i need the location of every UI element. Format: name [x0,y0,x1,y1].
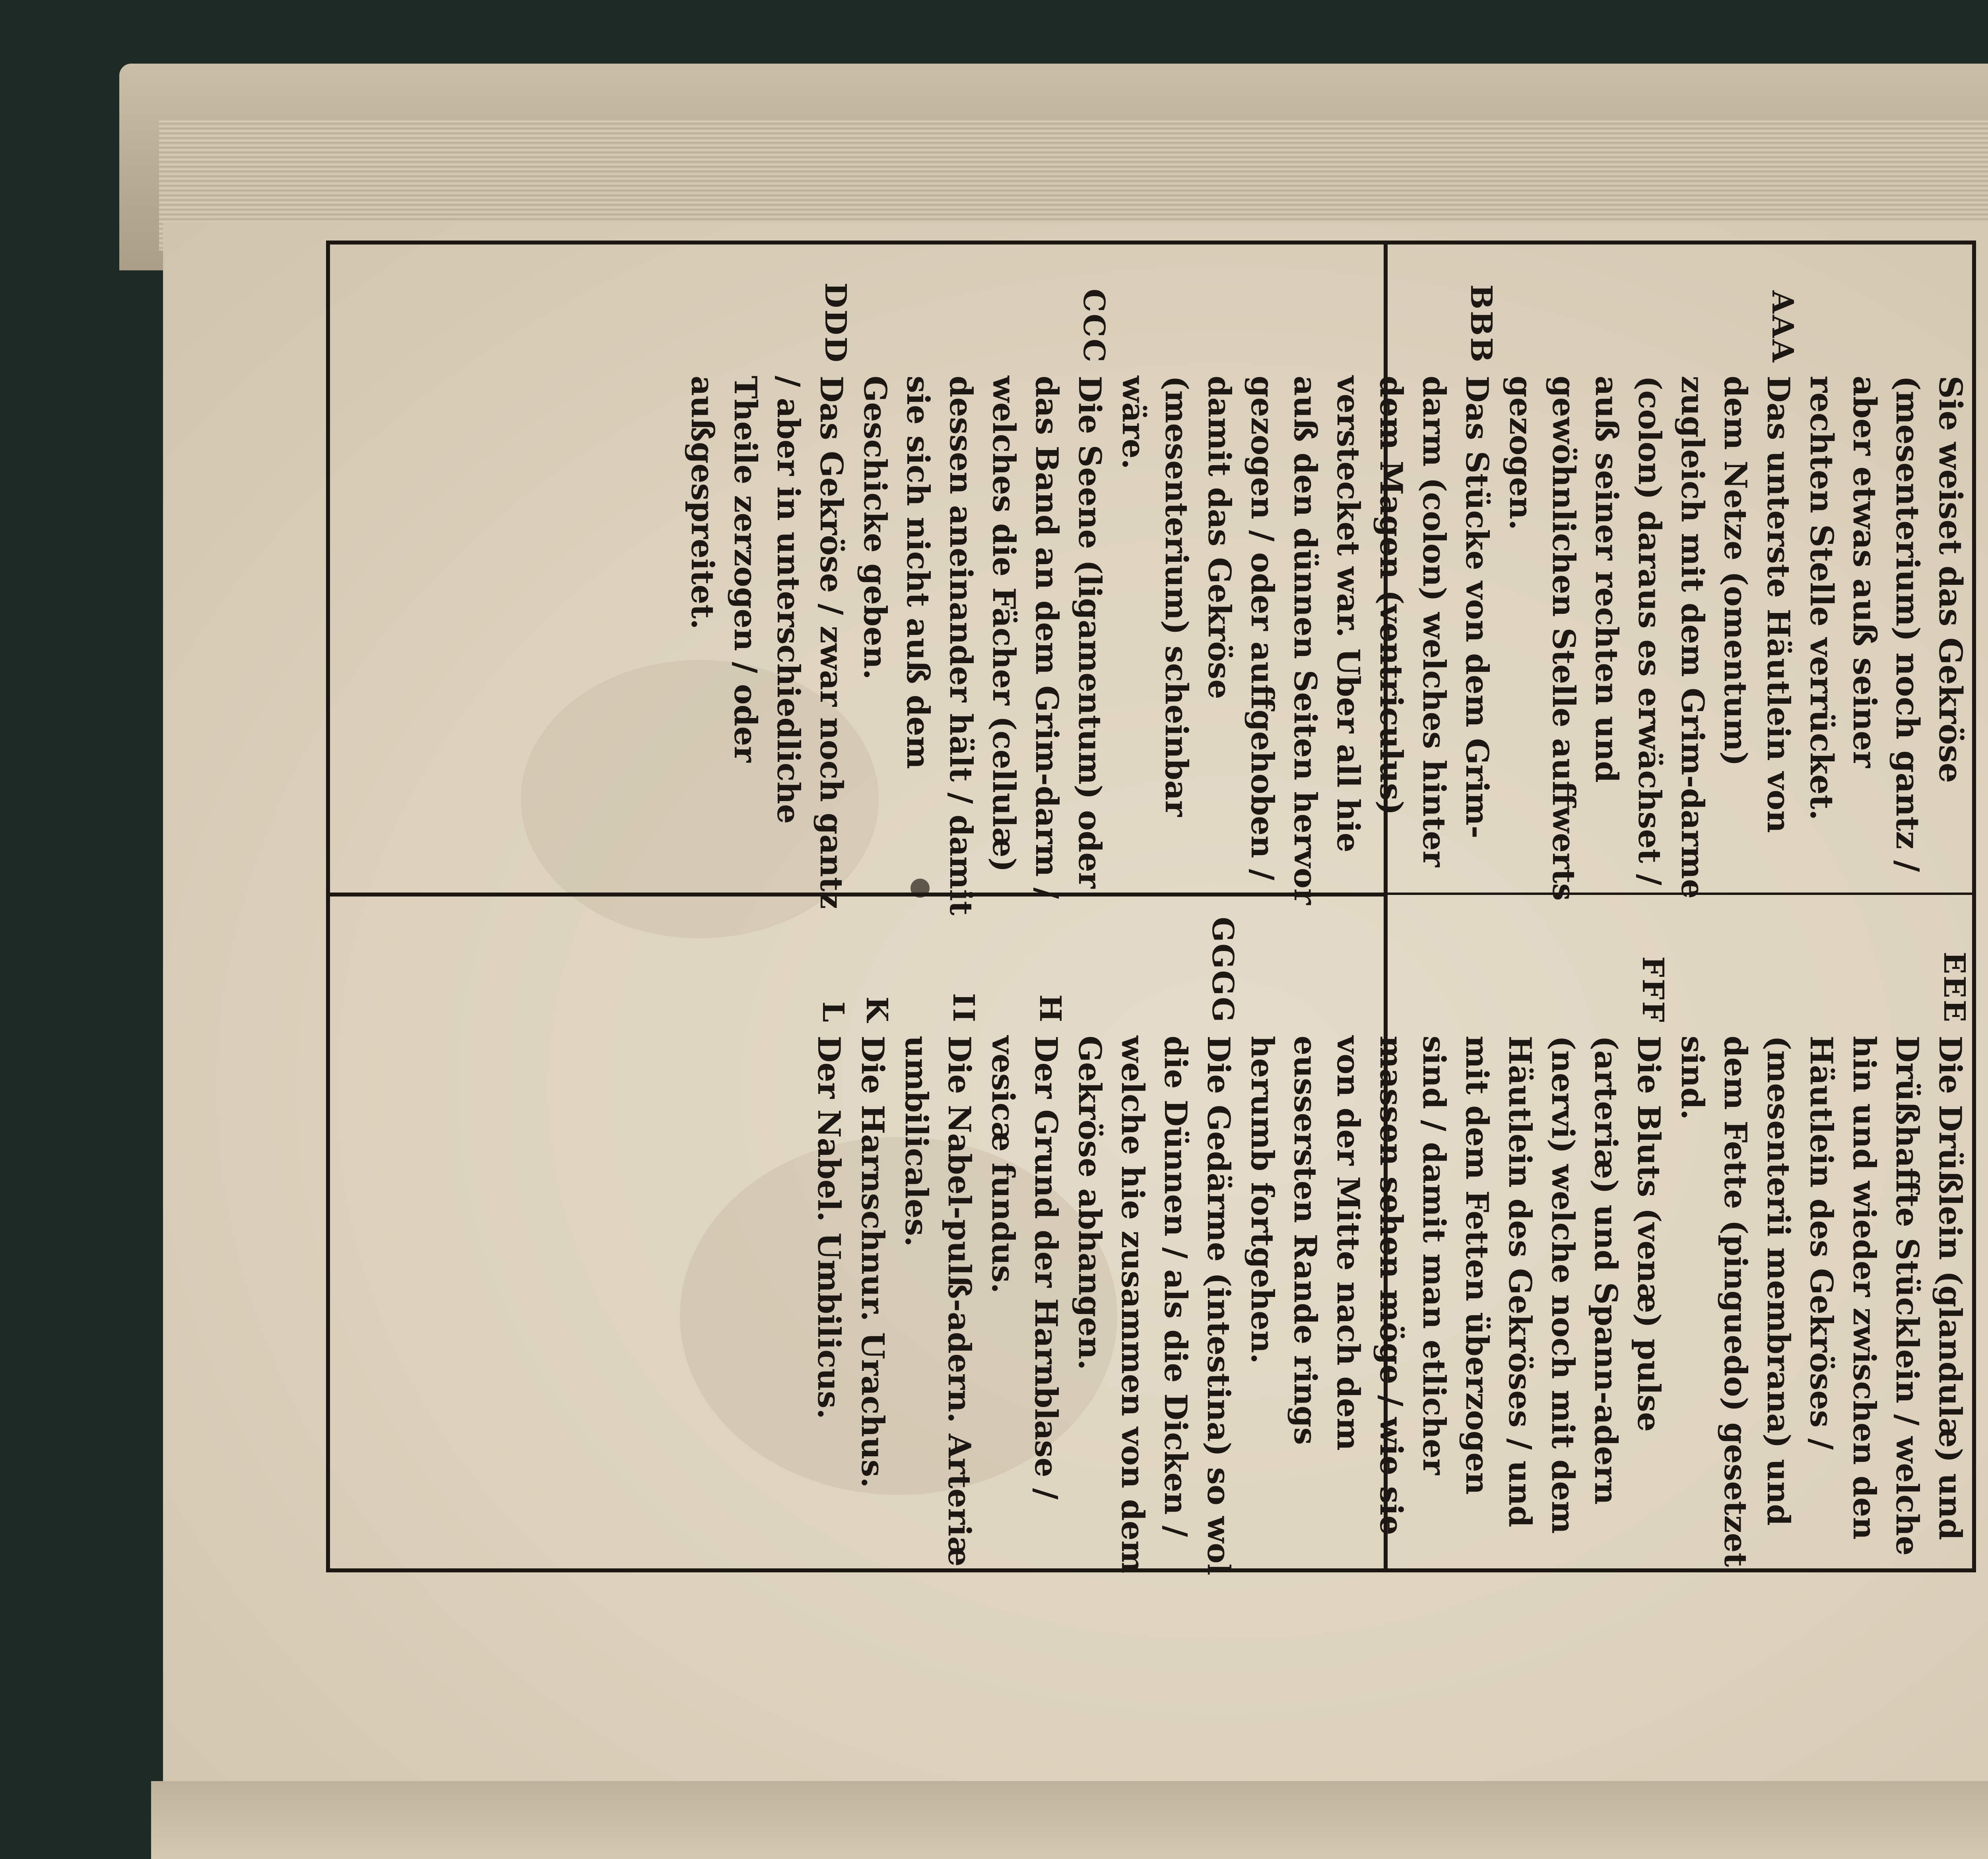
entry-text: Die Nabel-pulß-adern. Arteriæ umbilicales. [898,1036,977,1567]
frame-left-rule [326,241,1976,245]
entry-label: FFF [1636,956,1670,1024]
entry-k [851,916,894,1576]
entry-fff [1241,916,1670,1576]
entry-gggg [1068,916,1240,1576]
entry-label: II [946,993,980,1024]
entry-text: Der Grund der Harnblase / vesicæ fundus. [985,1036,1064,1500]
entry-text: Die Harnschnur. Urachus. [854,1036,891,1488]
intro-text: Sie weiset das Gekröse (mesenterium) noch gantz / aber etwas auß seiner rechten Stelle verrücket. [1803,376,1969,872]
page-edges-bottom [151,1781,1988,1859]
entry-ii [895,916,980,1576]
entry-ddd [681,256,852,916]
entry-label: H [1033,994,1067,1024]
entry-label: AAA [1765,290,1800,364]
entry-text: Die Bluts (venæ) pulse (arteriæ) und Spann-adern (nervi) welche noch mit dem Häutlein des Gekröses / und mit dem Fetten überzogen sind / damit man etlicher massen sehen möge / wie sie von der Mitte nach dem eussersten Rande rings herumb fortgehen. [1244,1036,1667,1535]
entry-h [981,916,1067,1576]
frame-bottom-rule [326,241,330,1572]
entry-bbb [1112,256,1498,916]
entry-aaa [1499,256,1800,916]
entry-eee [1671,916,1971,1576]
entry-text: Der Nabel. Umbilicus. [811,1036,847,1419]
entry-label: BBB [1464,284,1498,364]
left-column [684,256,1972,916]
right-column [811,916,1972,1576]
entry-label: EEE [1937,951,1971,1024]
entry-l [807,916,850,1576]
entry-label: GGGG [1206,917,1240,1024]
entry-label: L [816,1001,850,1024]
entry-text: Das unterste Häutlein von dem Netze (omentum) zugleich mit dem Grim-darme (colon) daraus es erwächset / auß seiner rechten und gewöhnlichen Stelle auffwerts gezogen. [1503,376,1796,901]
entry-text: Das Gekröse / zwar noch gantz / aber in unterschiedliche Theile zerzogen / oder außgespreitet. [684,376,849,909]
entry-text: Das Stücke von dem Grim-darm (colon) welches hinter dem Magen (ventriculus) verstecket war. Uber all hie auß den dünnen Seiten hervor gezogen / oder auffgehoben / damit das Gekröse (mesenterium) scheinbar wäre. [1115,376,1495,905]
entry-label: K [860,996,894,1024]
entry-label: DDD [818,282,852,364]
entry-text: Die Drüßlein (glandulæ) und Drüßhaffte Stücklein / welche hin und wieder zwischen den Häutlein des Gekröses / (mesenterii membrana) und dem Fette (pinguedo) gesetzet sind. [1674,1036,1968,1567]
frame-top-rule [1972,241,1976,1572]
entry-ccc [853,256,1111,916]
rotated-page-content [274,233,1988,1580]
entry-text: Die Seene (ligamentum) oder das Band an dem Grim-darm / welches die Fächer (cellulæ) dessen aneinander hält / damit sie sich nicht auß dem Geschicke geben. [857,376,1108,916]
entry-label: CCC [1077,289,1111,364]
entry-text: Die Gedärme (intestina) so wol die Dünnen / als die Dicken / welche hie zusammen von dem Gekröse abhangen. [1072,1036,1237,1576]
